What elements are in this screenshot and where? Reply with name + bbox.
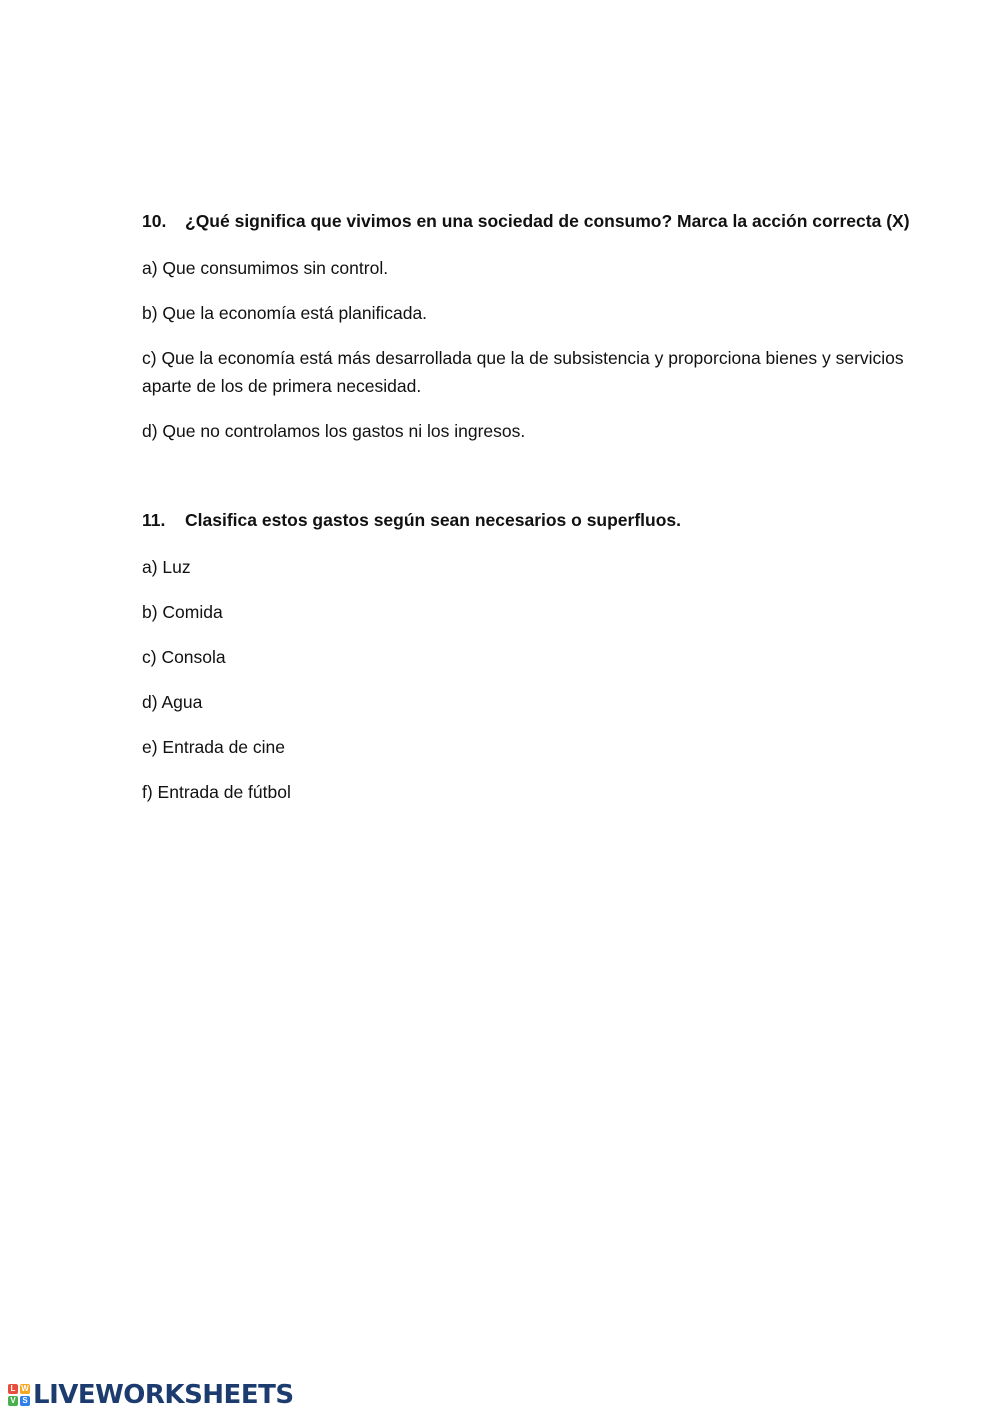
logo-cell: L [8, 1384, 18, 1394]
expense-item-agua[interactable]: d) Agua [142, 692, 203, 712]
option-c[interactable]: c) Que la economía está más desarrollada que la de subsistencia y proporciona bienes y servicios aparte de los de primera necesidad. [142, 348, 904, 396]
option-a[interactable]: a) Que consumimos sin control. [142, 258, 389, 278]
expense-list [142, 553, 912, 806]
expense-item-cine[interactable]: e) Entrada de cine [142, 737, 286, 757]
option-d[interactable]: d) Que no controlamos los gastos ni los ingresos. [142, 421, 526, 441]
question-11 [142, 509, 912, 823]
logo-text: LIVEWORKSHEETS [33, 1380, 294, 1410]
question-title [142, 210, 912, 232]
expense-item-consola[interactable]: c) Consola [142, 647, 226, 667]
question-number: 11. [142, 510, 166, 530]
liveworksheets-logo [8, 1380, 294, 1410]
expense-item-futbol[interactable]: f) Entrada de fútbol [142, 782, 291, 802]
question-prompt: Clasifica estos gastos según sean necesarios o superfluos. [185, 510, 682, 530]
expense-item-luz[interactable]: a) Luz [142, 557, 191, 577]
liveworksheets-logo-icon [8, 1384, 30, 1406]
logo-cell: V [8, 1396, 18, 1406]
expense-item-comida[interactable]: b) Comida [142, 602, 223, 622]
logo-cell: W [21, 1384, 29, 1393]
logo-cell: S [20, 1396, 30, 1406]
answer-options [142, 254, 912, 445]
question-title [142, 509, 912, 531]
question-number: 10. [142, 211, 167, 231]
question-10 [142, 210, 912, 462]
question-prompt: ¿Qué significa que vivimos en una sociedad de consumo? Marca la acción correcta (X) [185, 211, 910, 231]
option-b[interactable]: b) Que la economía está planificada. [142, 303, 428, 323]
